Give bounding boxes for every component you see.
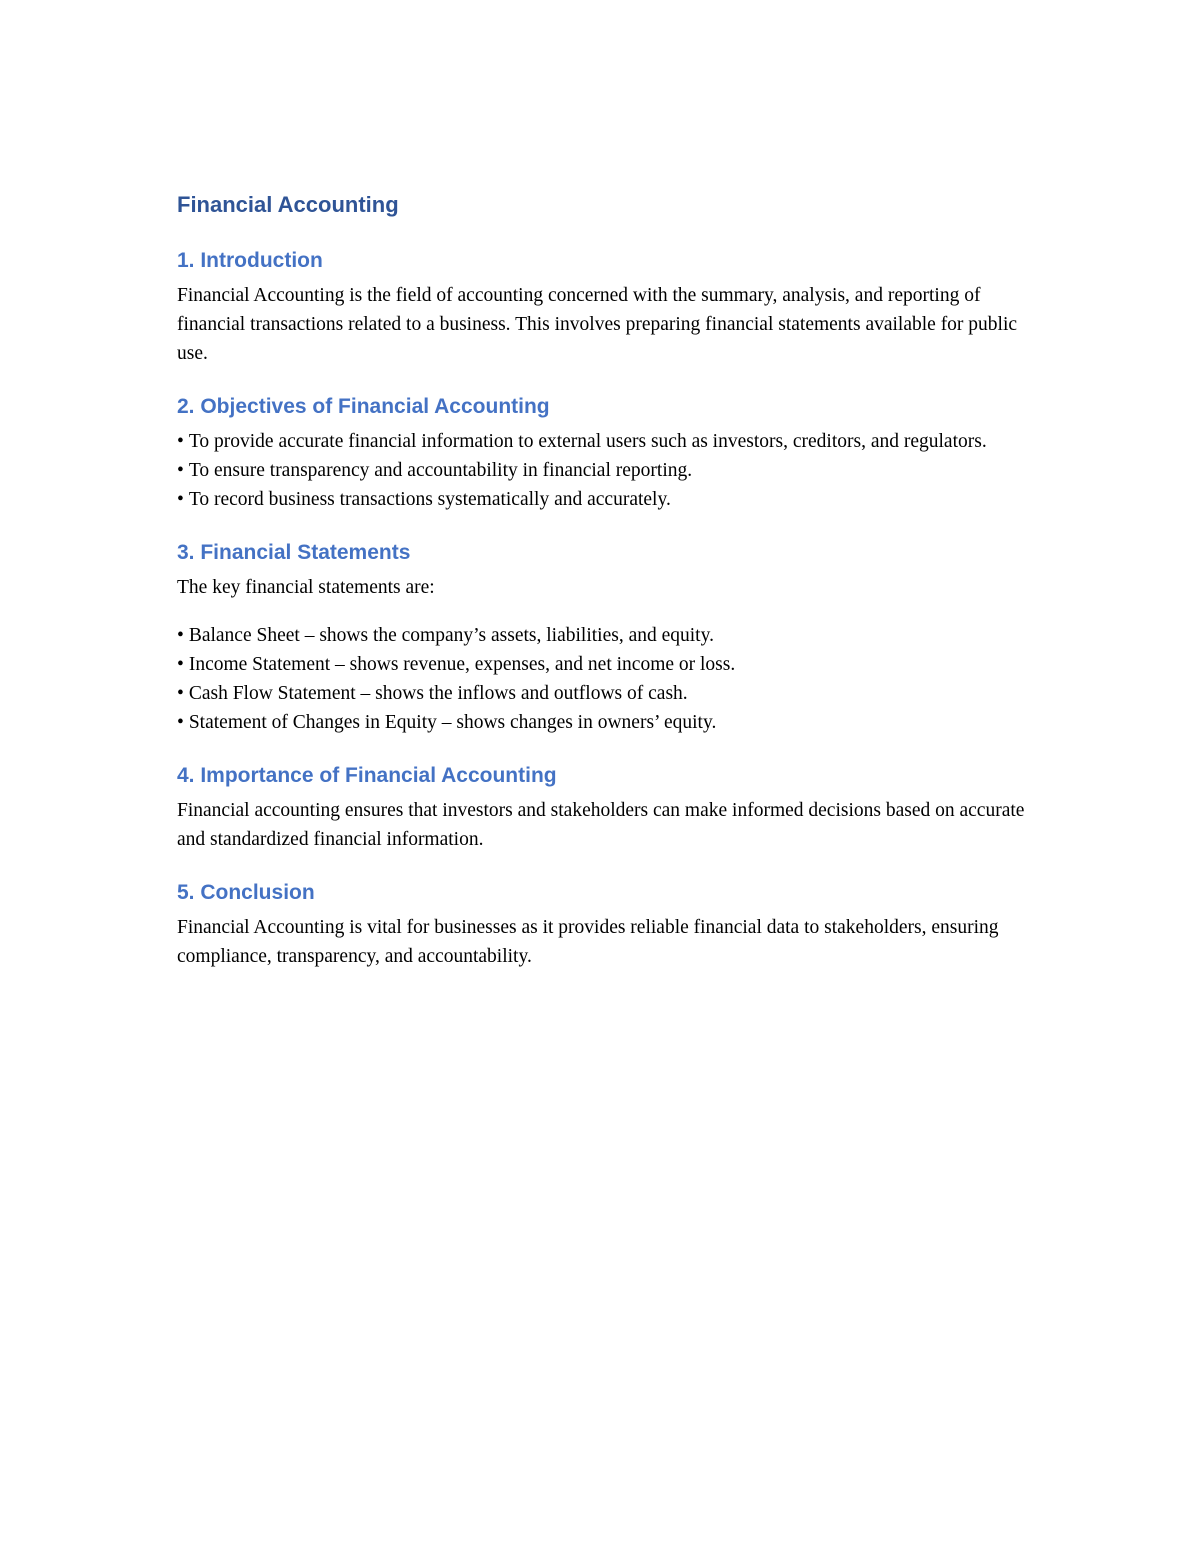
document-page bbox=[177, 190, 1037, 995]
bullet-icon: • bbox=[177, 712, 184, 733]
section-importance bbox=[177, 761, 1037, 854]
bullet-list bbox=[177, 427, 1037, 514]
bullet-icon: • bbox=[177, 431, 184, 452]
list-item bbox=[177, 708, 1037, 737]
list-item-text: Statement of Changes in Equity – shows changes in owners’ equity. bbox=[188, 712, 717, 733]
list-item bbox=[177, 456, 1037, 485]
section-heading: 1. Introduction bbox=[177, 249, 323, 272]
list-item bbox=[177, 679, 1037, 708]
list-item bbox=[177, 485, 1037, 514]
section-conclusion bbox=[177, 878, 1037, 971]
list-item-text: Balance Sheet – shows the company’s assets, liabilities, and equity. bbox=[188, 625, 714, 646]
bullet-list bbox=[177, 621, 1037, 737]
bullet-icon: • bbox=[177, 489, 184, 510]
list-item-text: To ensure transparency and accountability in financial reporting. bbox=[188, 460, 693, 481]
list-item bbox=[177, 621, 1037, 650]
bullet-icon: • bbox=[177, 683, 184, 704]
section-paragraph: Financial accounting ensures that investors and stakeholders can make informed decisions based on accurate and standardized financial information. bbox=[177, 800, 1025, 850]
list-item-text: Income Statement – shows revenue, expenses, and net income or loss. bbox=[188, 654, 736, 675]
section-introduction bbox=[177, 246, 1037, 368]
bullet-icon: • bbox=[177, 625, 184, 646]
list-item bbox=[177, 650, 1037, 679]
section-objectives bbox=[177, 392, 1037, 514]
bullet-icon: • bbox=[177, 654, 184, 675]
section-intro: The key financial statements are: bbox=[177, 577, 435, 598]
list-item-text: To provide accurate financial information to external users such as investors, creditors, and regulators. bbox=[188, 431, 987, 452]
section-financial-statements bbox=[177, 538, 1037, 737]
section-paragraph: Financial Accounting is the field of accounting concerned with the summary, analysis, and reporting of financial transactions related to a business. This involves preparing financial statements available for public use. bbox=[177, 285, 1018, 364]
document-title: Financial Accounting bbox=[177, 192, 399, 217]
section-heading: 2. Objectives of Financial Accounting bbox=[177, 395, 550, 418]
bullet-icon: • bbox=[177, 460, 184, 481]
list-item-text: To record business transactions systematically and accurately. bbox=[188, 489, 671, 510]
section-heading: 3. Financial Statements bbox=[177, 541, 411, 564]
section-paragraph: Financial Accounting is vital for businesses as it provides reliable financial data to stakeholders, ensuring compliance, transparency, and accountability. bbox=[177, 917, 999, 967]
section-heading: 4. Importance of Financial Accounting bbox=[177, 764, 557, 787]
section-heading: 5. Conclusion bbox=[177, 881, 315, 904]
list-item bbox=[177, 427, 1037, 456]
list-item-text: Cash Flow Statement – shows the inflows and outflows of cash. bbox=[188, 683, 688, 704]
